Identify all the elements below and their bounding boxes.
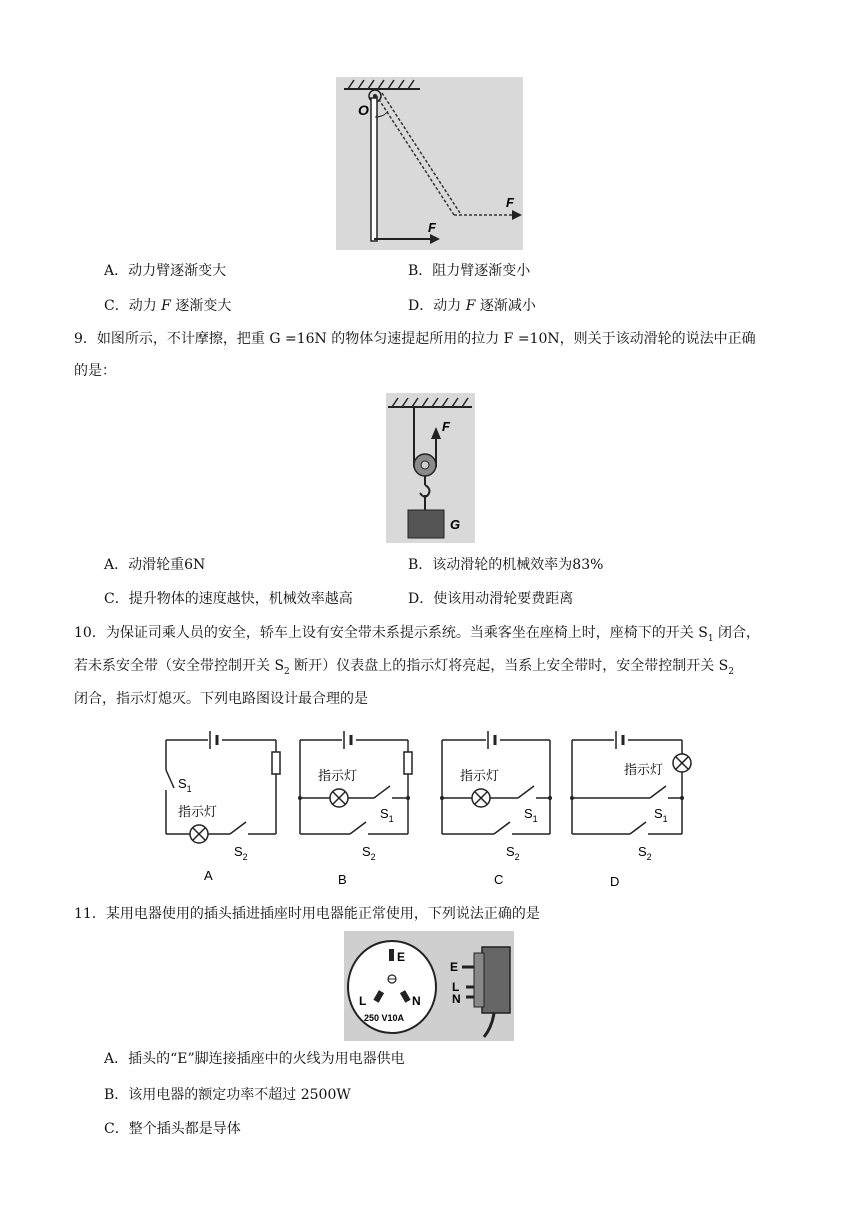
- q10-s1-sub: 1: [707, 633, 714, 644]
- q9-stem-line1: 9．如图所示，不计摩擦，把重 G =16N 的物体匀速提起所用的拉力 F =10N，则关于该动滑轮的说法中正确: [74, 331, 756, 347]
- q11-option-c: C．整个插头都是导体: [104, 1121, 241, 1137]
- circuit-a-s1: $S_1$: [178, 776, 192, 794]
- circuit-a-lamp-label: 指示灯: [178, 804, 218, 819]
- socket-plug-figure: [344, 931, 514, 1041]
- socket-rating: 250 V10A: [364, 1013, 405, 1023]
- circuit-d-s2: $S_2$: [638, 844, 652, 862]
- lever-figure: [336, 77, 523, 250]
- q9-option-d: D．使该用动滑轮要费距离: [408, 591, 574, 607]
- q8-option-d-var: F: [465, 298, 476, 314]
- label-f-lower: F: [428, 220, 436, 235]
- q8-option-d: [408, 296, 536, 316]
- label-f: F: [442, 419, 450, 434]
- pulley-diagram: [386, 393, 475, 543]
- circuit-d-s1: $S_1$: [654, 806, 668, 824]
- label-g: G: [450, 517, 461, 532]
- q8-option-d-suffix: 逐渐减小: [475, 298, 536, 314]
- lever-diagram: [336, 77, 523, 250]
- circuit-b-lamp-label: 指示灯: [318, 768, 358, 783]
- plug-label-l: L: [452, 980, 460, 994]
- q10-s2-sub: 2: [284, 666, 290, 677]
- q11-stem: 11．某用电器使用的插头插进插座时用电器能正常使用，下列说法正确的是: [74, 906, 540, 922]
- circuit-d-label: D: [610, 874, 620, 889]
- circuit-a-label: A: [204, 868, 213, 883]
- q8-option-c-suffix: 逐渐变大: [170, 298, 232, 314]
- socket-label-l: L: [359, 994, 367, 1008]
- circuit-c-lamp-label: 指示灯: [460, 768, 500, 783]
- circuit-c-s2: $S_2$: [506, 844, 520, 862]
- circuit-diagrams: [150, 722, 710, 892]
- q10-stem-line3: 闭合，指示灯熄灭。下列电路图设计最合理的是: [74, 691, 368, 707]
- socket-label-n: N: [412, 994, 421, 1008]
- circuit-b: [300, 740, 412, 834]
- circuit-d-lamp-label: 指示灯: [624, 762, 664, 777]
- plug-label-n: N: [452, 992, 461, 1006]
- q9-option-a: A．动滑轮重6N: [104, 557, 206, 573]
- q9-stem-line2: 的是：: [74, 363, 116, 379]
- circuit-b-label: B: [338, 872, 347, 887]
- label-f-upper: F: [506, 195, 514, 210]
- label-o: O: [358, 102, 369, 118]
- q10-s2-sub-second: 2: [728, 666, 735, 677]
- q8-option-c: [104, 296, 231, 316]
- pulley-figure: [386, 393, 475, 543]
- q8-option-c-var: F: [161, 298, 171, 314]
- q8-option-b: B．阻力臂逐渐变小: [408, 263, 531, 279]
- circuit-a-s2: $S_2$: [234, 844, 248, 862]
- circuit-c-label: C: [494, 872, 504, 887]
- q11-option-b: B．该用电器的额定功率不超过 2500W: [104, 1087, 351, 1103]
- socket-plug-diagram: [344, 931, 514, 1041]
- q10-stem-line1-tail: 闭合，: [713, 625, 761, 641]
- circuit-c-s1: $S_1$: [524, 806, 538, 824]
- socket-label-e: E: [397, 950, 406, 964]
- q10-stem-line1-text: 10．为保证司乘人员的安全，轿车上设有安全带未系提示系统。当乘客坐在座椅上时，座椅下的开关 S: [74, 625, 708, 641]
- circuit-b-s2: $S_2$: [362, 844, 376, 862]
- plug-label-e: E: [450, 960, 459, 974]
- q8-option-d-prefix: D．动力: [408, 298, 466, 314]
- circuit-b-s1: $S_1$: [380, 806, 394, 824]
- q10-stem-line1: [74, 623, 760, 649]
- q10-stem-line2: [74, 656, 734, 682]
- q10-stem-line2-tail: 断开）仪表盘上的指示灯将亮起，当系上安全带时，安全带控制开关 S: [289, 658, 729, 674]
- q10-stem-line2-text: 若未系安全带（安全带控制开关 S: [74, 658, 285, 674]
- q8-option-c-prefix: C．动力: [104, 298, 162, 314]
- q11-option-a: A．插头的“E”脚连接插座中的火线为用电器供电: [104, 1051, 405, 1067]
- q9-option-b: B．该动滑轮的机械效率为83%: [408, 557, 604, 573]
- q8-option-a: A．动力臂逐渐变大: [104, 263, 227, 279]
- q9-option-c: C．提升物体的速度越快，机械效率越高: [104, 591, 353, 607]
